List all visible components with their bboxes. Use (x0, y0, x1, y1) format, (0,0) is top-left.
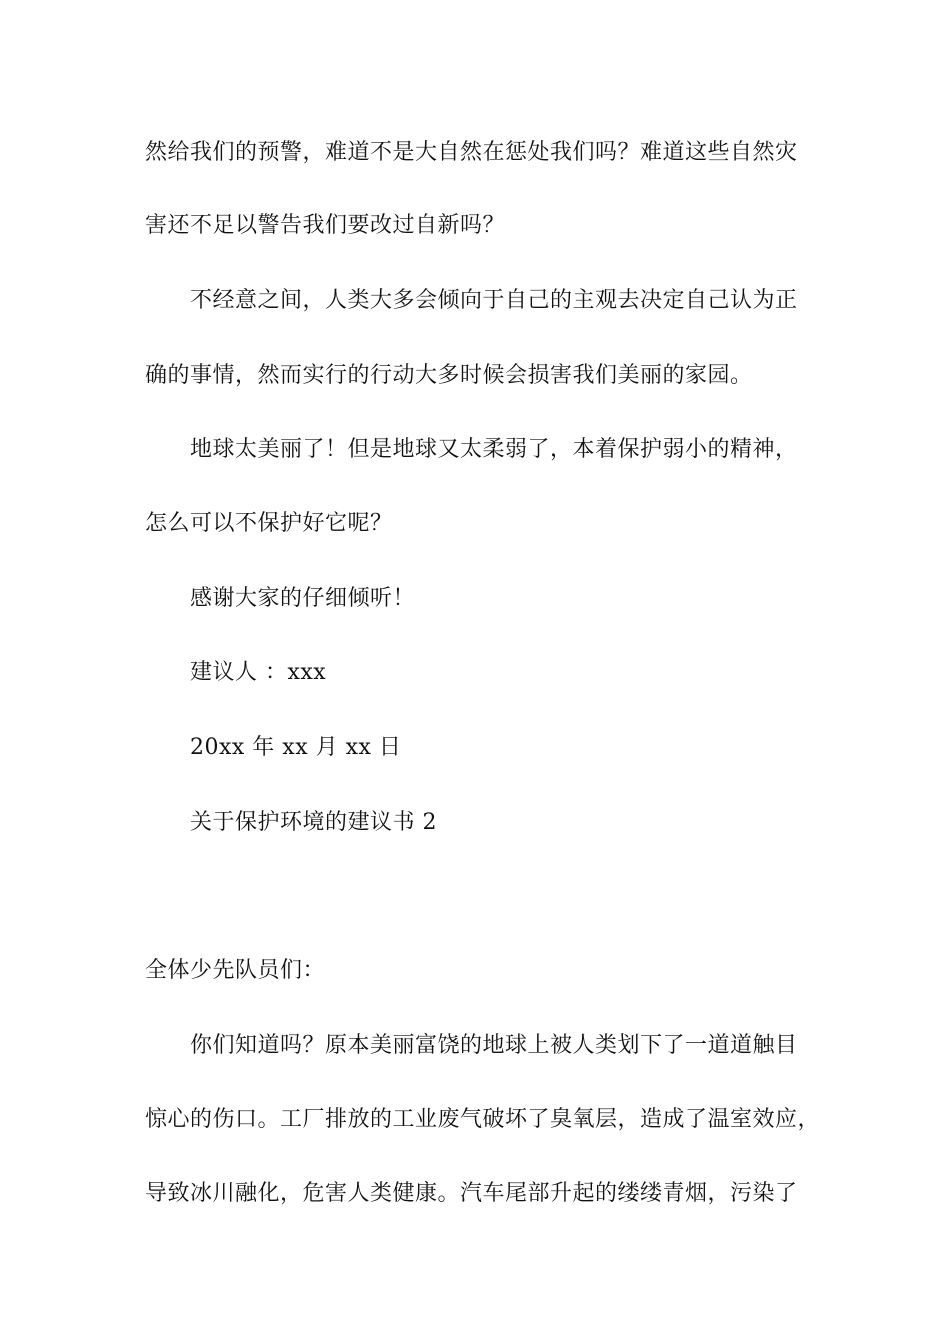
paragraph-line: 地球太美丽了！但是地球又太柔弱了，本着保护弱小的精神， (190, 437, 798, 462)
paragraph-line: 惊心的伤口。工厂排放的工业废气破坏了臭氧层，造成了温室效应， (145, 1107, 821, 1132)
closing-thanks: 感谢大家的仔细倾听！ (190, 586, 416, 611)
paragraph-line: 你们知道吗？原本美丽富饶的地球上被人类划下了一道道触目 (190, 1033, 798, 1058)
paragraph-line: 然给我们的预警，难道不是大自然在惩处我们吗？难道这些自然灾 (145, 140, 798, 165)
date-line: 20xx 年 xx 月 xx 日 (190, 735, 402, 760)
paragraph-line: 导致冰川融化，危害人类健康。汽车尾部升起的缕缕青烟，污染了 (145, 1181, 798, 1206)
section-title: 关于保护环境的建议书 2 (190, 810, 437, 835)
paragraph-line: 怎么可以不保护好它呢？ (145, 511, 393, 536)
paragraph-line: 确的事情，然而实行的行动大多时候会损害我们美丽的家园。 (145, 363, 753, 388)
salutation: 全体少先队员们： (145, 958, 326, 983)
signature-line: 建议人 ：xxx (190, 660, 327, 685)
paragraph-line: 不经意之间，人类大多会倾向于自己的主观去决定自己认为正 (190, 288, 798, 313)
paragraph-line: 害还不足以警告我们要改过自新吗？ (145, 213, 506, 238)
